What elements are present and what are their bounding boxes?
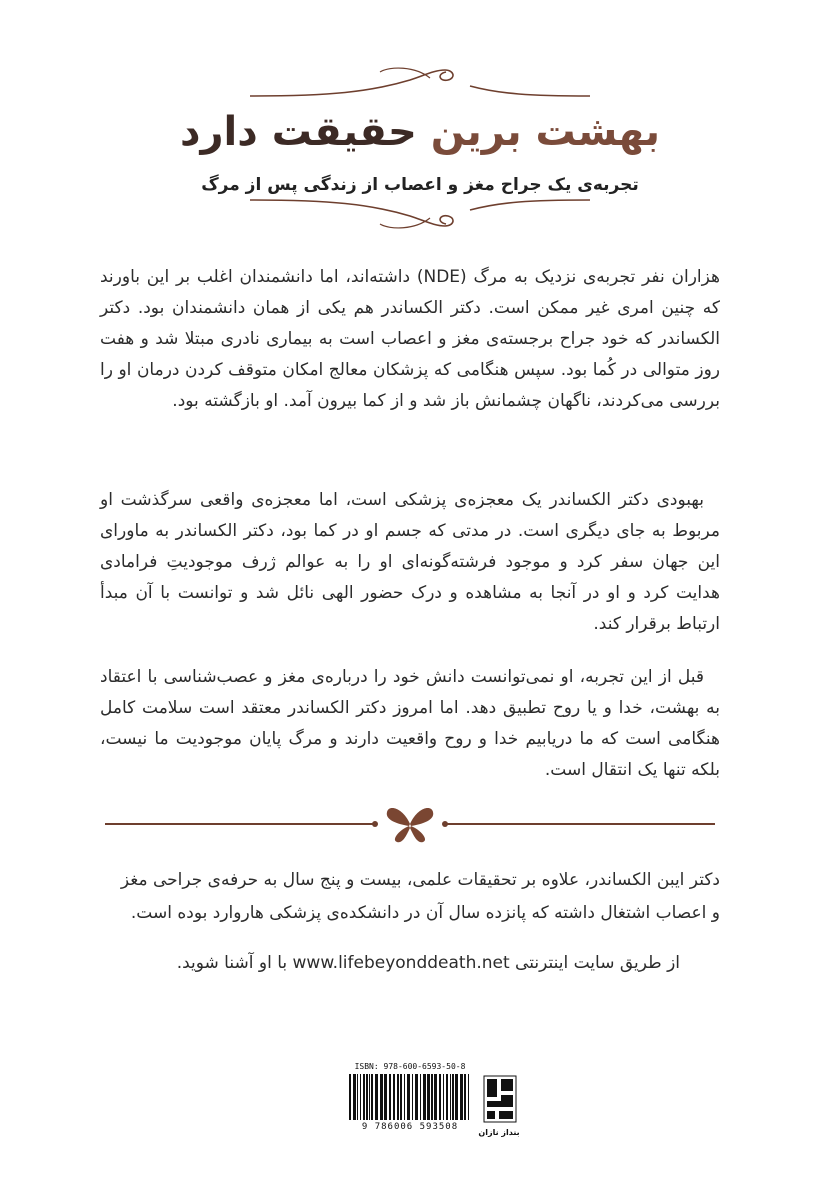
barcode-bar [450, 1074, 451, 1120]
bottom-flourish-ornament [240, 188, 600, 238]
barcode-bar [404, 1074, 405, 1120]
book-title [0, 105, 840, 159]
barcode-bar [380, 1074, 383, 1120]
barcode-bars [347, 1074, 473, 1122]
barcode-bar [407, 1074, 410, 1120]
barcode-bar [468, 1074, 469, 1120]
top-flourish-ornament [240, 58, 600, 108]
barcode-bar [371, 1074, 373, 1120]
barcode-digits: 9 786006 593508 [361, 1122, 459, 1132]
barcode-bar [420, 1074, 421, 1120]
barcode-bar [423, 1074, 426, 1120]
title-part-dark: حقیقت دارد [179, 109, 417, 155]
author-bio: دکتر ایبن الکساندر، علاوه بر تحقیقات علمی، بیست و پنج سال به حرفه‌ی جراحی مغز و اعصاب اشتغال داشته که پانزده سال آن در دانشکده‌ی پزشکی هاروارد بوده است. [120, 870, 720, 923]
barcode-bar [464, 1074, 466, 1120]
summary-paragraph-1: هزاران نفر تجربه‌ی نزدیک به مرگ (NDE) داشته‌اند، اما دانشمندان اغلب بر این باورند که چنین امری غیر ممکن است. دکتر الکساندر هم یکی از همان دانشمندان بود. دکتر الکساندر که خود جراح برجسته‌ی مغز و اعصاب است به بیماری نادری مبتلا شد و هفت روز متوالی در کُما بود. سپس هنگامی که پزشکان معالج امکان متوقف کردن درمان او را بررسی می‌کردند، ناگهان چشمانش باز شد و از کما بیرون آمد. او بازگشته بود. [100, 267, 720, 411]
barcode-bar [375, 1074, 378, 1120]
barcode-bar [412, 1074, 413, 1120]
butterfly-icon [387, 808, 433, 842]
book-subtitle: تجربه‌ی یک جراح مغز و اعصاب از زندگی پس از مرگ [201, 175, 639, 195]
isbn-label: ISBN: 978-600-6593-50-8 [354, 1062, 466, 1071]
barcode-bar [439, 1074, 441, 1120]
barcode-bar [384, 1074, 387, 1120]
website-line: از طریق سایت اینترنتی www.lifebeyonddeath.net با او آشنا شوید. [176, 953, 680, 973]
barcode-bar [357, 1074, 358, 1120]
barcode-bar [455, 1074, 458, 1120]
barcode-bar [415, 1074, 418, 1120]
barcode-bar [431, 1074, 433, 1120]
barcode-bar [427, 1074, 430, 1120]
barcode-bar [400, 1074, 402, 1120]
barcode-bar [363, 1074, 365, 1120]
publisher-name: بنداز نازان [478, 1128, 520, 1137]
summary-paragraph-2: بهبودی دکتر الکساندر یک معجزه‌ی پزشکی است، اما معجزه‌ی واقعی سرگذشت او مربوط به جای دیگری است. در مدتی که جسم او در کما بود، دکتر الکساندر به ماورای این جهان سفر کرد و موجود فرشته‌گونه‌ای او را به عوالم ژرف موجودیتِ فرامادی هدایت کرد و او در آنجا به مشاهده و درک حضور الهی نائل شد و توانست با آن مبدأ ارتباط برقرار کند. [100, 490, 720, 634]
barcode-bar [443, 1074, 444, 1120]
barcode-bar [366, 1074, 368, 1120]
barcode-bar [349, 1074, 351, 1120]
publisher-logo [483, 1075, 517, 1123]
title-part-accent: بهشت برین [430, 109, 661, 155]
barcode-bar [446, 1074, 448, 1120]
barcode-bar [434, 1074, 437, 1120]
barcode-bar [360, 1074, 361, 1120]
barcode-bar [460, 1074, 463, 1120]
barcode-bar [389, 1074, 391, 1120]
isbn-barcode [345, 1062, 475, 1134]
summary-paragraph-3: قبل از این تجربه، او نمی‌توانست دانش خود را درباره‌ی مغز و عصب‌شناسی با اعتقاد به بهشت، خدا و یا روح تطبیق دهد. اما امروز دکتر الکساندر معتقد است سلامت کامل هنگامی است که ما دریابیم خدا و روح واقعیت دارند و مرگ پایان موجودیت ما نیست، بلکه تنها یک انتقال است. [100, 667, 720, 780]
barcode-bar [369, 1074, 370, 1120]
barcode-bar [452, 1074, 454, 1120]
barcode-bar [393, 1074, 395, 1120]
barcode-bar [353, 1074, 356, 1120]
butterfly-divider [105, 802, 715, 846]
barcode-bar [397, 1074, 399, 1120]
